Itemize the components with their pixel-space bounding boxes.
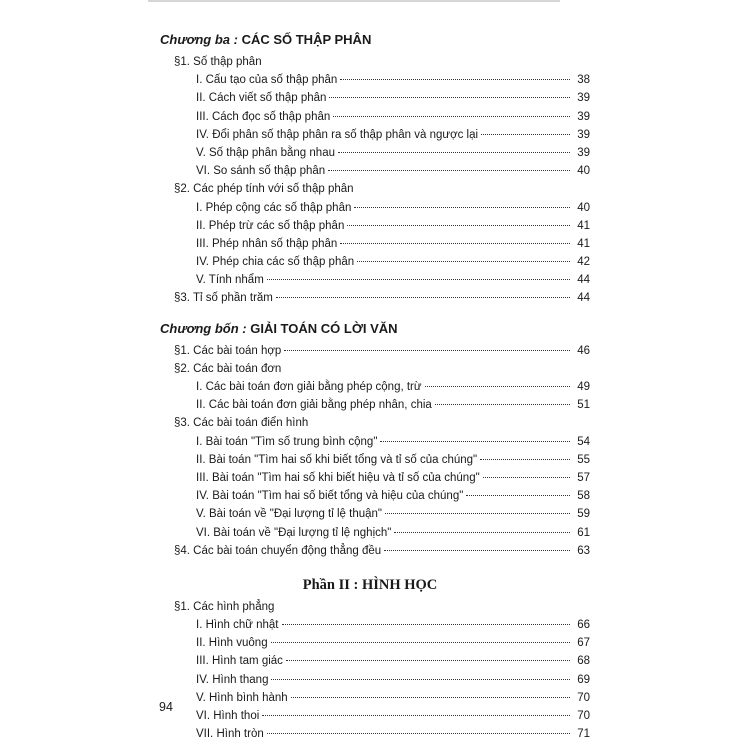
entry-page: 70 [577,691,590,704]
leader-dots [466,495,570,496]
entry-page: 68 [577,655,590,668]
table-of-contents [160,27,590,743]
leader-dots [271,642,570,643]
entry-title: III. Hình tam giác [196,655,283,668]
entry-page: 66 [577,619,590,632]
toc-entry[interactable] [160,487,590,505]
leader-dots [483,477,570,478]
entry-title: III. Cách đọc số thập phân [196,110,331,123]
chapter-title: CÁC SỐ THẬP PHÂN [241,32,372,47]
entry-title: II. Phép trừ các số thập phân [196,219,345,232]
entry-page: 57 [577,471,590,484]
entry-page: 55 [577,453,590,466]
leader-dots [262,715,570,716]
chapter-heading [160,318,590,340]
entry-page: 59 [577,508,590,521]
leader-dots [267,279,570,280]
entry-title: II. Các bài toán đơn giải bằng phép nhân, chia [196,399,432,412]
toc-entry[interactable] [160,162,590,180]
toc-entry[interactable] [160,126,590,144]
leader-dots [384,550,570,551]
toc-entry[interactable] [160,469,590,487]
entry-title: V. Bài toán về "Đại lượng tỉ lệ thuận" [196,508,383,521]
entry-title: III. Bài toán "Tìm hai số khi biết hiệu và tỉ số của chúng" [196,471,480,484]
entry-title: II. Cách viết số thập phân [196,92,327,105]
entry-page: 46 [577,344,590,357]
entry-title: II. Hình vuông [196,637,268,650]
leader-dots [328,170,570,171]
toc-entry[interactable] [160,199,590,217]
entry-page: 42 [577,256,590,269]
toc-entry[interactable] [160,71,590,89]
toc-entry[interactable] [160,542,590,560]
toc-entry[interactable] [160,235,590,253]
toc-entry[interactable] [160,689,590,707]
leader-dots [357,261,570,262]
entry-title: V. Hình bình hành [196,691,288,704]
entry-title: VI. Hình thoi [196,710,260,722]
entry-title: §1. Các bài toán hợp [174,344,282,357]
chapter-prefix: Chương ba : [160,32,242,47]
entry-page: 40 [577,201,590,214]
entry-page: 39 [577,146,590,159]
leader-dots [276,297,570,298]
leader-dots [425,386,570,387]
toc-entry[interactable] [160,289,590,307]
toc-entry[interactable] [160,433,590,451]
entry-title: IV. Đổi phân số thập phân ra số thập phân và ngược lại [196,128,479,141]
toc-entry[interactable] [160,396,590,414]
entry-page: 61 [577,526,590,539]
leader-dots [340,243,570,244]
entry-page: 54 [577,435,590,448]
entry-page: 67 [577,637,590,650]
entry-page: 39 [577,128,590,141]
toc-entry[interactable] [160,616,590,634]
entry-page: 39 [577,92,590,105]
entry-page: 51 [577,399,590,412]
leader-dots [333,116,570,117]
leader-dots [380,441,570,442]
entry-title: §3. Tỉ số phần trăm [174,292,273,305]
part-heading: Phần II : HÌNH HỌC [302,576,438,593]
chapter-heading [160,29,590,51]
entry-title: I. Cấu tạo của số thập phân [196,74,338,87]
leader-dots [329,97,570,98]
leader-dots [480,459,570,460]
toc-entry[interactable] [160,652,590,670]
toc-entry[interactable] [160,725,590,743]
entry-page: 70 [577,710,590,722]
toc-entry[interactable] [160,671,590,689]
leader-dots [291,697,570,698]
leader-dots [347,225,570,226]
entry-page: 58 [577,490,590,503]
page-edge-line [148,0,560,2]
entry-page: 44 [577,274,590,287]
entry-page: 41 [577,237,590,250]
entry-title: IV. Bài toán "Tìm hai số biết tổng và hiệu của chúng" [196,490,464,503]
section-heading: §1. Các hình phẳng [174,600,275,613]
entry-page: 41 [577,219,590,232]
leader-dots [284,350,570,351]
entry-title: V. Tính nhẩm [196,274,264,287]
entry-title: I. Phép cộng các số thập phân [196,201,352,214]
entry-title: III. Phép nhân số thập phân [196,237,338,250]
toc-entry[interactable] [160,217,590,235]
entry-title: I. Hình chữ nhật [196,619,279,632]
entry-title: §4. Các bài toán chuyển động thẳng đều [174,544,382,557]
entry-title: IV. Hình thang [196,673,269,686]
leader-dots [394,532,570,533]
leader-dots [338,152,570,153]
entry-page: 40 [577,165,590,178]
toc-entry[interactable] [160,271,590,289]
leader-dots [354,207,570,208]
entry-title: I. Bài toán "Tìm số trung bình cộng" [196,435,378,448]
leader-dots [267,733,570,734]
entry-page: 38 [577,74,590,87]
toc-entry[interactable] [160,505,590,523]
toc-entry[interactable] [160,707,590,725]
toc-entry[interactable] [160,253,590,271]
entry-title: V. Số thập phân bằng nhau [196,146,335,159]
leader-dots [286,660,570,661]
toc-entry[interactable] [160,342,590,360]
entry-page: 39 [577,110,590,123]
section-heading: §2. Các phép tính với số thập phân [174,183,354,196]
leader-dots [435,404,570,405]
entry-title: I. Các bài toán đơn giải bằng phép cộng, trừ [196,381,422,393]
chapter-prefix: Chương bốn : [160,320,251,336]
chapter-title: GIẢI TOÁN CÓ LỜI VĂN [250,320,398,336]
toc-entry[interactable] [160,378,590,396]
leader-dots [271,679,570,680]
entry-title: VI. Bài toán về "Đại lượng tỉ lệ nghịch" [196,526,392,539]
leader-dots [282,624,571,625]
leader-dots [385,513,570,514]
entry-title: II. Bài toán "Tìm hai số khi biết tổng và tỉ số của chúng" [196,453,478,466]
toc-entry[interactable] [160,634,590,652]
entry-page: 63 [577,544,590,557]
leader-dots [340,79,570,80]
toc-entry[interactable] [160,108,590,126]
toc-entry[interactable] [160,451,590,469]
entry-page: 71 [577,728,590,741]
toc-entry[interactable] [160,144,590,162]
section-heading: §3. Các bài toán điển hình [174,417,309,430]
toc-entry[interactable] [160,89,590,107]
entry-title: IV. Phép chia các số thập phân [196,256,355,269]
entry-page: 49 [577,381,590,393]
entry-page: 44 [577,292,590,305]
entry-page: 69 [577,673,590,686]
page-number: 94 [159,700,173,714]
entry-title: VII. Hình tròn [196,728,264,741]
entry-title: VI. So sánh số thập phân [196,165,326,178]
leader-dots [481,134,570,135]
section-heading: §2. Các bài toán đơn [174,362,282,375]
section-heading: §1. Số thập phân [174,56,262,68]
toc-entry[interactable] [160,524,590,542]
